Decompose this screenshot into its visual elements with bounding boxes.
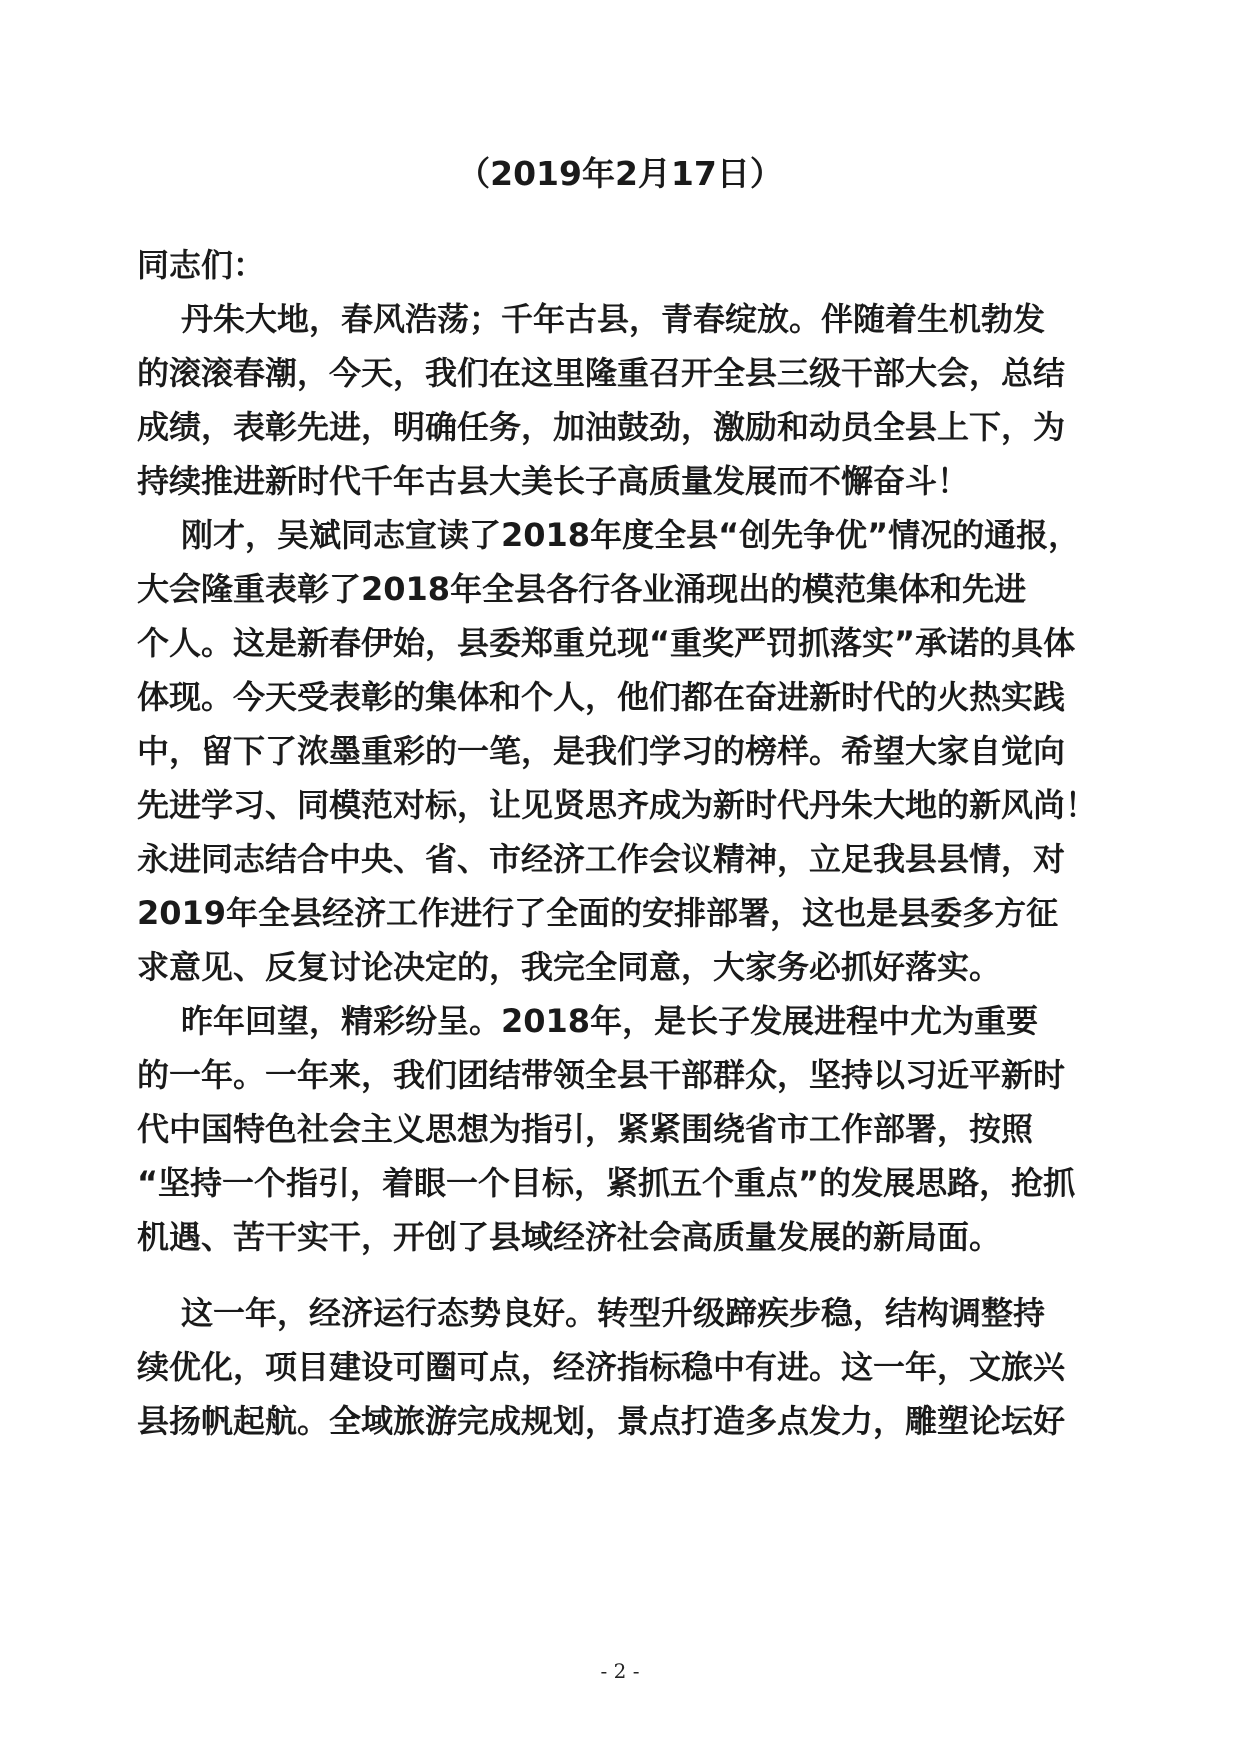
salutation: 同志们：	[137, 246, 266, 284]
body-line: 续优化，项目建设可圈可点，经济指标稳中有进。这一年，文旅兴	[137, 1348, 1066, 1386]
body-line: 的滚滚春潮，今天，我们在这里隆重召开全县三级干部大会，总结	[137, 354, 1066, 392]
body-line: 先进学习、同模范对标，让见贤思齐成为新时代丹朱大地的新风尚！	[137, 786, 1098, 824]
body-line: “坚持一个指引，着眼一个目标，紧抓五个重点”的发展思路，抢抓	[137, 1164, 1076, 1202]
body-line: 个人。这是新春伊始，县委郑重兑现“重奖严罚抓落实”承诺的具体	[137, 624, 1076, 662]
body-line: 机遇、苦干实干，开创了县域经济社会高质量发展的新局面。	[137, 1218, 1002, 1256]
body-line: 永进同志结合中央、省、市经济工作会议精神，立足我县县情，对	[137, 840, 1066, 878]
page-number: - 2 -	[600, 1659, 640, 1683]
body-line: 大会隆重表彰了2018年全县各行各业涌现出的模范集体和先进	[137, 570, 1027, 608]
body-line: 刚才，吴斌同志宣读了2018年度全县“创先争优”情况的通报，	[181, 516, 1081, 554]
body-line: 求意见、反复讨论决定的，我完全同意，大家务必抓好落实。	[137, 948, 1002, 986]
body-line: 2019年全县经济工作进行了全面的安排部署，这也是县委多方征	[137, 894, 1059, 932]
body-line: 成绩，表彰先进，明确任务，加油鼓劲，激励和动员全县上下，为	[137, 408, 1066, 446]
date-line: （2019年2月17日）	[457, 154, 783, 193]
body-line: 这一年，经济运行态势良好。转型升级蹄疾步稳，结构调整持	[181, 1294, 1046, 1332]
body-line: 中，留下了浓墨重彩的一笔，是我们学习的榜样。希望大家自觉向	[137, 732, 1066, 770]
body-line: 县扬帆起航。全域旅游完成规划，景点打造多点发力，雕塑论坛好	[137, 1402, 1066, 1440]
body-line: 代中国特色社会主义思想为指引，紧紧围绕省市工作部署，按照	[137, 1110, 1034, 1148]
body-line: 体现。今天受表彰的集体和个人，他们都在奋进新时代的火热实践	[137, 678, 1066, 716]
body-line: 昨年回望，精彩纷呈。2018年，是长子发展进程中尤为重要	[181, 1002, 1039, 1040]
body-line: 的一年。一年来，我们团结带领全县干部群众，坚持以习近平新时	[137, 1056, 1066, 1094]
body-line: 丹朱大地，春风浩荡；千年古县，青春绽放。伴随着生机勃发	[181, 300, 1046, 338]
body-line: 持续推进新时代千年古县大美长子高质量发展而不懈奋斗！	[137, 462, 970, 500]
